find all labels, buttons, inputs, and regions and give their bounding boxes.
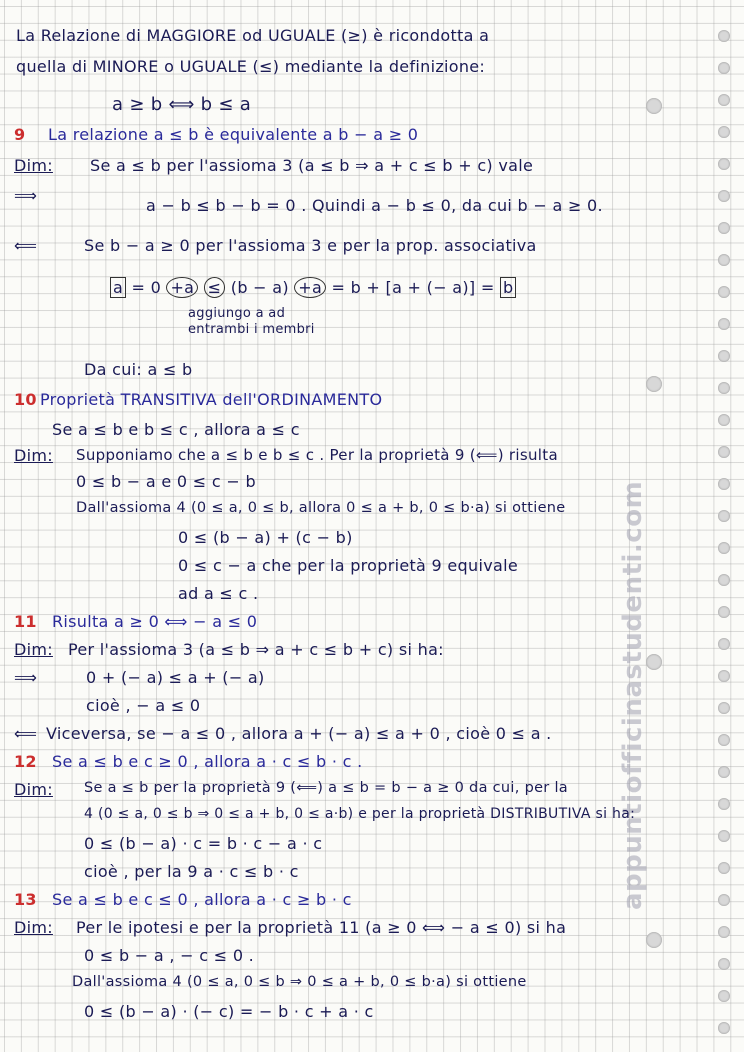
binder-hole-large: [646, 932, 662, 948]
binder-hole: [718, 894, 730, 906]
section-number-11: 11: [14, 612, 37, 631]
section-10-statement: Se a ≤ b e b ≤ c , allora a ≤ c: [52, 420, 300, 439]
binder-hole: [718, 958, 730, 970]
proof-11-line-3: cioè , − a ≤ 0: [86, 696, 201, 715]
proof-13-line-3: Dall'assioma 4 (0 ≤ a, 0 ≤ b ⇒ 0 ≤ a + b, 0 ≤ b·a) si ottiene: [72, 974, 527, 990]
binder-hole: [718, 478, 730, 490]
binder-hole-large: [646, 98, 662, 114]
proof-13-line-1: Per le ipotesi e per la proprietà 11 (a ≥ 0 ⟺ − a ≤ 0) si ha: [76, 918, 567, 937]
binder-hole: [718, 350, 730, 362]
binder-hole: [718, 734, 730, 746]
binder-hole: [718, 158, 730, 170]
binder-hole: [718, 574, 730, 586]
implies-arrow-icon: ⟹: [14, 186, 38, 205]
proof-10-line-5: 0 ≤ c − a che per la proprietà 9 equivale: [178, 556, 518, 575]
dim-label-12: Dim:: [14, 780, 53, 799]
binder-hole: [718, 926, 730, 938]
binder-hole: [718, 606, 730, 618]
dim-label-11: Dim:: [14, 640, 53, 659]
binder-hole: [718, 798, 730, 810]
section-number-13: 13: [14, 890, 37, 909]
binder-hole: [718, 702, 730, 714]
implies-arrow-icon-2: ⟹: [14, 668, 38, 687]
binder-hole: [718, 126, 730, 138]
section-number-9: 9: [14, 125, 26, 144]
dim-label-10: Dim:: [14, 446, 53, 465]
proof-13-line-2: 0 ≤ b − a , − c ≤ 0 .: [84, 946, 255, 965]
implied-by-arrow-icon: ⟸: [14, 236, 38, 255]
binder-hole: [718, 862, 730, 874]
proof-9-line-1: Se a ≤ b per l'assioma 3 (a ≤ b ⇒ a + c ≤ b + c) vale: [90, 156, 534, 175]
binder-hole: [718, 254, 730, 266]
boxed-a: a: [110, 277, 126, 298]
binder-hole: [718, 990, 730, 1002]
binder-hole: [718, 286, 730, 298]
annotation-line-2: entrambi i membri: [188, 322, 315, 337]
definition-formula: a ≥ b ⟺ b ≤ a: [112, 94, 252, 115]
ring-binder-holes: [704, 0, 744, 1052]
equals-zero: = 0: [131, 278, 162, 297]
binder-hole: [718, 382, 730, 394]
dim-label-13: Dim:: [14, 918, 53, 937]
proof-12-line-3: 0 ≤ (b − a) · c = b · c − a · c: [84, 834, 323, 853]
circled-leq: ≤: [204, 277, 226, 298]
section-12-statement: Se a ≤ b e c ≥ 0 , allora a · c ≤ b · c .: [52, 752, 363, 771]
b-minus-a: (b − a): [230, 278, 289, 297]
binder-hole-large: [646, 654, 662, 670]
proof-11-line-1: Per l'assioma 3 (a ≤ b ⇒ a + c ≤ b + c) si ha:: [68, 640, 444, 659]
proof-10-line-1: Supponiamo che a ≤ b e b ≤ c . Per la proprietà 9 (⟸) risulta: [76, 446, 558, 464]
implied-by-arrow-icon-2: ⟸: [14, 724, 38, 743]
proof-11-line-4: Viceversa, se − a ≤ 0 , allora a + (− a) ≤ a + 0 , cioè 0 ≤ a .: [46, 724, 552, 743]
binder-hole: [718, 62, 730, 74]
proof-10-line-2: 0 ≤ b − a e 0 ≤ c − b: [76, 472, 256, 491]
binder-hole: [718, 670, 730, 682]
proof-12-line-2: 4 (0 ≤ a, 0 ≤ b ⇒ 0 ≤ a + b, 0 ≤ a·b) e per la proprietà DISTRIBUTIVA si ha:: [84, 806, 636, 822]
proof-11-line-2: 0 + (− a) ≤ a + (− a): [86, 668, 265, 687]
proof-12-line-4: cioè , per la 9 a · c ≤ b · c: [84, 862, 299, 881]
proof-13-line-4: 0 ≤ (b − a) · (− c) = − b · c + a · c: [84, 1002, 374, 1021]
proof-9-line-2: a − b ≤ b − b = 0 . Quindi a − b ≤ 0, da cui b − a ≥ 0.: [146, 196, 603, 215]
binder-hole: [718, 1022, 730, 1034]
binder-hole: [718, 766, 730, 778]
intro-line-1: La Relazione di MAGGIORE od UGUALE (≥) è ricondotta a: [16, 26, 490, 45]
section-9-statement: La relazione a ≤ b è equivalente a b − a ≥ 0: [48, 125, 419, 144]
binder-hole: [718, 94, 730, 106]
intro-line-2: quella di MINORE o UGUALE (≤) mediante la definizione:: [16, 57, 486, 76]
binder-hole-large: [646, 376, 662, 392]
binder-hole: [718, 830, 730, 842]
binder-hole: [718, 510, 730, 522]
circled-plus-a-2: +a: [294, 277, 326, 298]
proof-10-line-4: 0 ≤ (b − a) + (c − b): [178, 528, 353, 547]
section-number-12: 12: [14, 752, 37, 771]
associative-expansion: = b + [a + (− a)] =: [331, 278, 495, 297]
proof-9-conclusion: Da cui: a ≤ b: [84, 360, 193, 379]
proof-9-line-3: Se b − a ≥ 0 per l'assioma 3 e per la prop. associativa: [84, 236, 537, 255]
binder-hole: [718, 318, 730, 330]
proof-9-line-4: [110, 278, 516, 297]
boxed-b: b: [500, 277, 516, 298]
binder-hole: [718, 414, 730, 426]
proof-10-line-6: ad a ≤ c .: [178, 584, 259, 603]
binder-hole: [718, 30, 730, 42]
proof-10-line-3: Dall'assioma 4 (0 ≤ a, 0 ≤ b, allora 0 ≤ a + b, 0 ≤ b·a) si ottiene: [76, 500, 566, 516]
binder-hole: [718, 446, 730, 458]
dim-label-9: Dim:: [14, 156, 53, 175]
annotation-line-1: aggiungo a ad: [188, 306, 286, 321]
section-10-title: Proprietà TRANSITIVA dell'ORDINAMENTO: [40, 390, 383, 409]
proof-12-line-1: Se a ≤ b per la proprietà 9 (⟸) a ≤ b = b − a ≥ 0 da cui, per la: [84, 780, 568, 796]
binder-hole: [718, 222, 730, 234]
circled-plus-a: +a: [166, 277, 198, 298]
section-number-10: 10: [14, 390, 37, 409]
watermark: appuntiofficinastudenti.com: [618, 480, 648, 910]
binder-hole: [718, 542, 730, 554]
binder-hole: [718, 190, 730, 202]
binder-hole: [718, 638, 730, 650]
section-13-statement: Se a ≤ b e c ≤ 0 , allora a · c ≥ b · c: [52, 890, 352, 909]
section-11-statement: Risulta a ≥ 0 ⟺ − a ≤ 0: [52, 612, 258, 631]
